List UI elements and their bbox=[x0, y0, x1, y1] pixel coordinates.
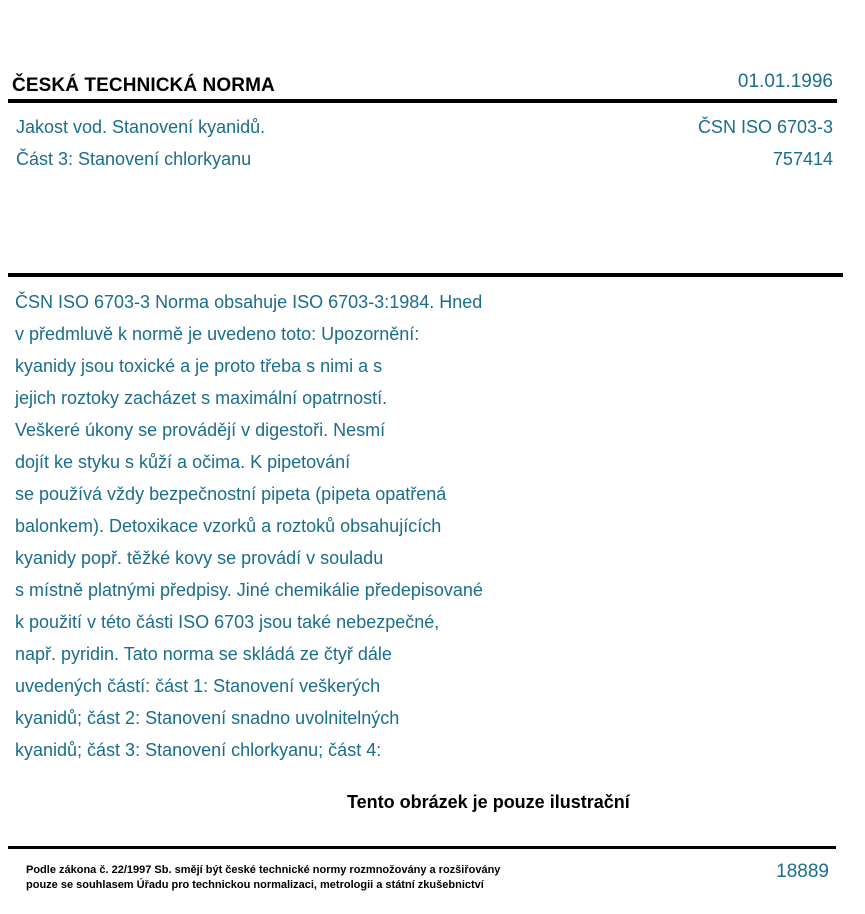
norm-title: ČESKÁ TECHNICKÁ NORMA bbox=[12, 75, 275, 96]
publication-date: 01.01.1996 bbox=[737, 71, 833, 92]
abstract-line: jejich roztoky zacházet s maximální opatrností. bbox=[15, 388, 388, 408]
abstract-line: např. pyridin. Tato norma se skládá ze čtyř dále bbox=[15, 644, 392, 664]
abstract-line: se používá vždy bezpečnostní pipeta (pipeta opatřená bbox=[15, 484, 447, 504]
page-number: 18889 bbox=[776, 861, 829, 882]
abstract-line: v předmluvě k normě je uvedeno toto: Upozornění: bbox=[15, 324, 420, 344]
abstract-line: dojít ke styku s kůží a očima. K pipetování bbox=[15, 452, 351, 472]
illustration-note: Tento obrázek je pouze ilustrační bbox=[347, 792, 630, 812]
abstract-line: uvedených částí: část 1: Stanovení veškerých bbox=[15, 676, 381, 696]
legal-notice-line-1: Podle zákona č. 22/1997 Sb. smějí být české technické normy rozmnožovány a rozšiřovány bbox=[26, 864, 501, 876]
bottom-divider bbox=[8, 846, 836, 849]
classification-number: 757414 bbox=[772, 149, 833, 169]
abstract-line: ČSN ISO 6703-3 Norma obsahuje ISO 6703-3:1984. Hned bbox=[15, 292, 483, 312]
legal-notice-line-2: pouze se souhlasem Úřadu pro technickou normalizaci, metrologii a státní zkušebnictví bbox=[26, 879, 484, 891]
abstract-line: kyanidy jsou toxické a je proto třeba s nimi a s bbox=[15, 356, 383, 376]
abstract-line: s místně platnými předpisy. Jiné chemikálie předepisované bbox=[15, 580, 483, 600]
middle-divider bbox=[8, 273, 843, 277]
abstract-text bbox=[15, 288, 483, 768]
abstract-line: kyanidy popř. těžké kovy se provádí v souladu bbox=[15, 548, 384, 568]
abstract-line: k použití v této části ISO 6703 jsou také nebezpečné, bbox=[15, 612, 440, 632]
abstract-line: Veškeré úkony se provádějí v digestoři. Nesmí bbox=[15, 420, 386, 440]
standard-subject-line-2: Část 3: Stanovení chlorkyanu bbox=[16, 149, 252, 169]
abstract-line: kyanidů; část 2: Stanovení snadno uvolnitelných bbox=[15, 708, 400, 728]
abstract-line: kyanidů; část 3: Stanovení chlorkyanu; část 4: bbox=[15, 740, 382, 760]
legal-notice bbox=[26, 863, 500, 893]
abstract-line: balonkem). Detoxikace vzorků a roztoků obsahujících bbox=[15, 516, 442, 536]
top-divider bbox=[8, 99, 837, 103]
standard-id: ČSN ISO 6703-3 bbox=[697, 117, 833, 137]
standard-subject-line-1: Jakost vod. Stanovení kyanidů. bbox=[16, 117, 266, 137]
